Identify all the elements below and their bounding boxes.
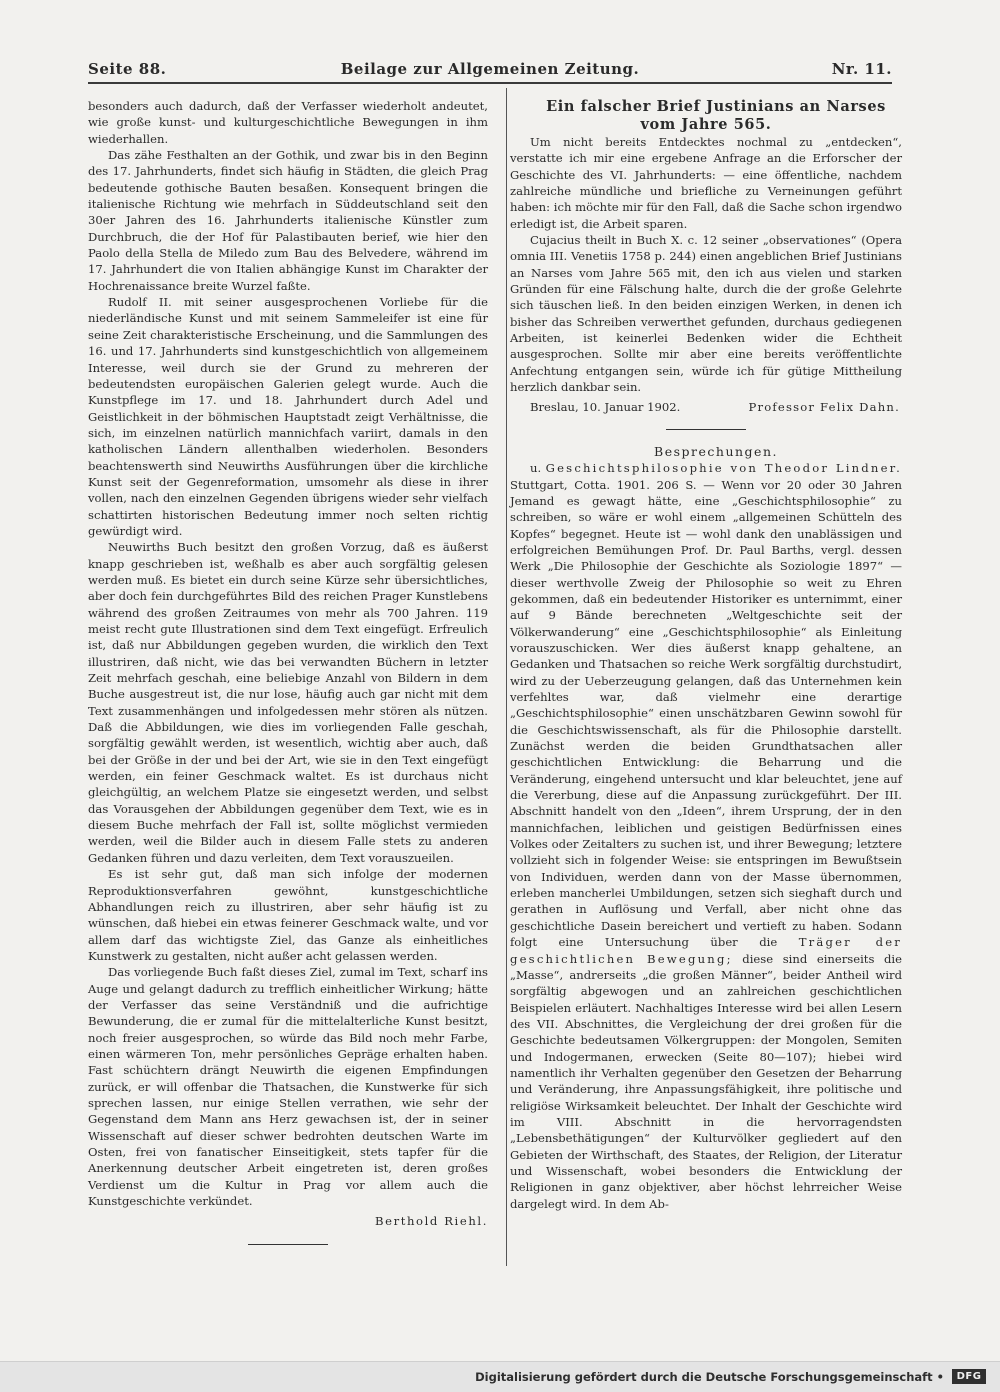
signature: Berthold Riehl. [374,1214,488,1229]
section-title: Besprechungen. [654,443,778,459]
paragraph: besonders auch dadurch, daß der Verfasser wiederholt andeutet, wie große kunst- und kulturgeschichtliche Bewegungen in ihm wiederhallen. [88,99,488,146]
publication-title: Beilage zur Allgemeinen Zeitung. [340,60,640,78]
column-divider [506,88,507,1266]
review-book-title: Geschichtsphilosophie von Theodor Lindner. [545,461,903,476]
paragraph: Das zähe Festhalten an der Gothik, und zwar bis in den Beginn des 17. Jahrhunderts, findet sich häufig in Städten, die gleich Prag bedeutende gothische Bauten besaßen. Konsequent bringen die italienische Richtung wie mehrfach in Süddeutschland seit den 30er Jahren des 16. Jahrhunderts italienische Künstler zum Durchbruch, die der Hof für Palastibauten berief, wie hier den Paolo della Stella de Miledo zum Bau des Belvedere, während im 17. Jahrhundert die von Italien abhängige Kunst im Charakter der Hochrenaissance breite Wurzel faßte. [88,148,488,293]
review-paragraph [510,460,902,1212]
dateline-row [510,399,902,415]
review-text-continued: diese sind einerseits die „Masse“, andrerseits „die großen Männer“, beider Antheil wird sorgfältig abgewogen und an zahlreichen geschichtlichen Beispielen erläutert. Nachhaltiges Interesse wird bei allen Lesern des VII. Abschnittes, die Vergleichung der drei großen für die Geschichte bedeutsamen Völkergruppen: der Mongolen, Semiten und Indogermanen, erwecken (Seite 80—107); hiebei wird namentlich ihr Verhalten gegenüber den Gesetzen der Beharrung und Veränderung, ihre Anpassungsfähigkeit, ihre politische und religiöse Wirksamkeit beleuchtet. Der Inhalt der Geschichte wird im VIII. Abschnitt in die hervorragendsten „Lebensbethätigungen“ der Kulturvölker gegliedert auf den Gebieten der Wirthschaft, des Staates, der Religion, der Literatur und Wissenschaft, wobei besonders die Entwicklung der Religionen in ganz objektiver, aber höchst lehrreicher Weise dargelegt wird. In dem Ab- [510,951,903,1211]
right-column [510,98,902,1212]
paragraph: Es ist sehr gut, daß man sich infolge der modernen Reproduktionsverfahren gewöhnt, kunstgeschichtliche Abhandlungen reich zu illustriren, aber sehr häufig ist zu wünschen, daß hiebei ein etwas feinerer Geschmack walte, und vor allem darf das wichtigste Ziel, das Ganze als einheitliches Kunstwerk zu gestalten, nicht außer acht gelassen werden. [88,867,488,963]
end-rule [248,1244,328,1245]
article-title: Ein falscher Brief Justinians an Narses vom Jahre 565. [546,98,886,133]
paragraph: Rudolf II. mit seiner ausgesprochenen Vorliebe für die niederländische Kunst und mit seinem Sammeleifer ist eine für seine Zeit charakteristische Erscheinung, und die Sammlungen des 16. und 17. Jahrhunderts sind kunstgeschichtlich von allgemeinem Interesse, weil durch sie der Grund zu mehreren der bedeutendsten europäischen Galerien gelegt wurde. Auch die Kunstpflege im 17. und 18. Jahrhundert durch Adel und Geistlichkeit in der böhmischen Hauptstadt zeigt Verhältnisse, die sich, im einzelnen natürlich mannichfach variirt, damals in den katholischen Ländern allenthalben wiederholen. Besonders beachtenswerth sind Neuwirths Ausführungen über die kirchliche Kunst seit der Gegenreformation, umsomehr als diese in ihrer vollen, nach den einzelnen Gegenden übrigens wieder sehr vielfach schattirten historischen Bedeutung immer noch selten richtig gewürdigt wird. [88,295,488,538]
author: Professor Felix Dahn. [748,399,900,414]
digitization-footer [0,1361,1000,1392]
dateline: Breslau, 10. Januar 1902. [530,399,681,414]
review-text: Stuttgart, Cotta. 1901. 206 S. — Wenn vor 20 oder 30 Jahren Jemand es gewagt hätte, eine „Geschichtsphilosophie“ zu schreiben, so wäre er wohl einem „allgemeinen Schütteln des Kopfes“ begegnet. Heute ist — wohl dank den unablässigen und erfolgreichen Bemühungen Prof. Dr. Paul Barths, vergl. dessen Werk „Die Philosophie der Geschichte als Soziologie 1897“ — dieser werthvolle Zweig der Philosophie so weit zu Ehren gekommen, daß ein bedeutender Historiker es unternimmt, einer auf 9 Bände berechneten „Weltgeschichte seit der Völkerwanderung“ eine „Geschichtsphilosophie“ als Einleitung vorauszuschicken. Wer dies äußerst knapp gehaltene, an Gedanken und Thatsachen so reiche Werk sorgfältig durchstudirt, wird zu der Ueberzeugung gelangen, daß das Unternehmen kein verfehltes war, daß vielmehr eine derartige „Geschichtsphilosophie“ einen unschätzbaren Gewinn sowohl für die Geschichtswissenschaft, als für die Philosophie darstellt. Zunächst werden die beiden Grundthatsachen aller geschichtlichen Entwicklung: die Beharrung und die Veränderung, eingehend untersucht und klar beleuchtet, jene auf die Vererbung, diese auf die Anpassung zurückgeführt. Der III. Abschnitt handelt von den „Ideen“, ihrem Ursprung, der in den mannichfachen, leiblichen und geistigen Bedürfnissen eines Volkes oder Zeitalters zu suchen ist, und ihrer Bewegung; letztere vollzieht sich in folgender Weise: sie entspringen im Bewußtsein von Individuen, werden dann von der Masse übernommen, erleben mancherlei Umbildungen, setzen sich sieghaft durch und gerathen in Auflösung und Verfall, aber nicht ohne das geschichtliche Dasein bereichert und vertieft zu haben. Sodann folgt eine Untersuchung über die [510,477,902,950]
page-number: Seite 88. [88,60,167,78]
section-rule [666,429,746,430]
review-emphasis: Träger der geschichtlichen Bewegung; [510,935,903,966]
paragraph: Cujacius theilt in Buch X. c. 12 seiner „observationes“ (Opera omnia III. Venetiis 1758 p. 244) einen angeblichen Brief Justinians an Narses vom Jahre 565 mit, den ich aus vielen und starken Gründen für eine Fälschung halte, durch die der große Gelehrte sich täuschen ließ. In den beiden einzigen Werken, in denen ich bisher das Schreiben verwerthet gefunden, durchaus gediegenen Arbeiten, ist keinerlei Bedenken wider die Echtheit ausgesprochen. Sollte mir aber eine bereits veröffentlichte Anfechtung entgangen sein, würde ich für gütige Mittheilung herzlich dankbar sein. [510,233,902,395]
funding-credit: Digitalisierung gefördert durch die Deutsche Forschungsgemeinschaft • [475,1370,944,1384]
paragraph: Das vorliegende Buch faßt dieses Ziel, zumal im Text, scharf ins Auge und gelangt dadurch zu trefflich einheitlicher Wirkung; hätte der Verfasser das seine Verständniß und die aufrichtige Bewunderung, die er zumal für die mittelalterliche Kunst besitzt, noch freier ausgesprochen, so würde das Bild noch mehr Farbe, einen wärmeren Ton, mehr persönliches Gepräge erhalten haben. Fast schüchtern drängt Neuwirth die eigenen Empfindungen zurück, er will offenbar die Thatsachen, die Kunstwerke für sich sprechen lassen, nur einige Stellen verrathen, wie sehr der Gegenstand dem Mann ans Herz gewachsen ist, der in seiner Wissenschaft auf dieser schwer bedrohten deutschen Warte im Osten, frei von fanatischer Einseitigkeit, stets tapfer für die Anerkennung deutscher Arbeit eingetreten ist, deren großes Verdienst um die Kultur in Prag vor allem auch die Kunstgeschichte verkündet. [88,965,488,1209]
left-column [88,98,488,1259]
review-prefix: u. [530,461,542,476]
issue-number: Nr. 11. [831,60,892,78]
dfg-logo: DFG [952,1369,986,1384]
page-header [88,60,892,82]
header-rule [88,82,892,84]
paragraph: Neuwirths Buch besitzt den großen Vorzug, daß es äußerst knapp geschrieben ist, weßhalb es aber auch sorgfältig gelesen werden muß. Es bietet ein durch seine Kürze sehr übersichtliches, aber doch fein durchgeführtes Bild des reichen Prager Kunstlebens während des großen Zeitraumes von mehr als 700 Jahren. 119 meist recht gute Illustrationen sind dem Text eingefügt. Erfreulich ist, daß nur Abbildungen gegeben wurden, die wirklich den Text illustriren, daß nicht, wie das bei verwandten Büchern in letzter Zeit mehrfach geschah, eine beliebige Anzahl von Bildern in dem Buche ausgestreut ist, die nur lose, häufig auch gar nicht mit dem Text zusammenhängen und infolgedessen mehr stören als nützen. Daß die Abbildungen, wie dies im vorliegenden Falle geschah, sorgfältig gewählt werden, ist wesentlich, wichtig aber auch, daß bei der Größe in der und bei der Art, wie sie in den Text eingefügt werden, ein feiner Geschmack waltet. Es ist durchaus nicht gleichgültig, an welchem Platze sie eingesetzt werden, und selbst das Vorausgehen der Abbildungen gegenüber dem Text, wie es in diesem Buche mehrfach der Fall ist, sollte möglichst vermieden werden, weil die Bilder auch in diesem Falle stets zu anderen Gedanken führen und dazu verleiten, dem Text vorauszueilen. [88,540,488,865]
paragraph: Um nicht bereits Entdecktes nochmal zu „entdecken“, verstatte ich mir eine ergebene Anfrage an die Erforscher der Geschichte des VI. Jahrhunderts: — eine öffentliche, nachdem zahlreiche mündliche und briefliche zu Verneinungen geführt haben: ich möchte mir für den Fall, daß die Sache schon irgendwo erledigt ist, die Arbeit sparen. [510,135,902,231]
